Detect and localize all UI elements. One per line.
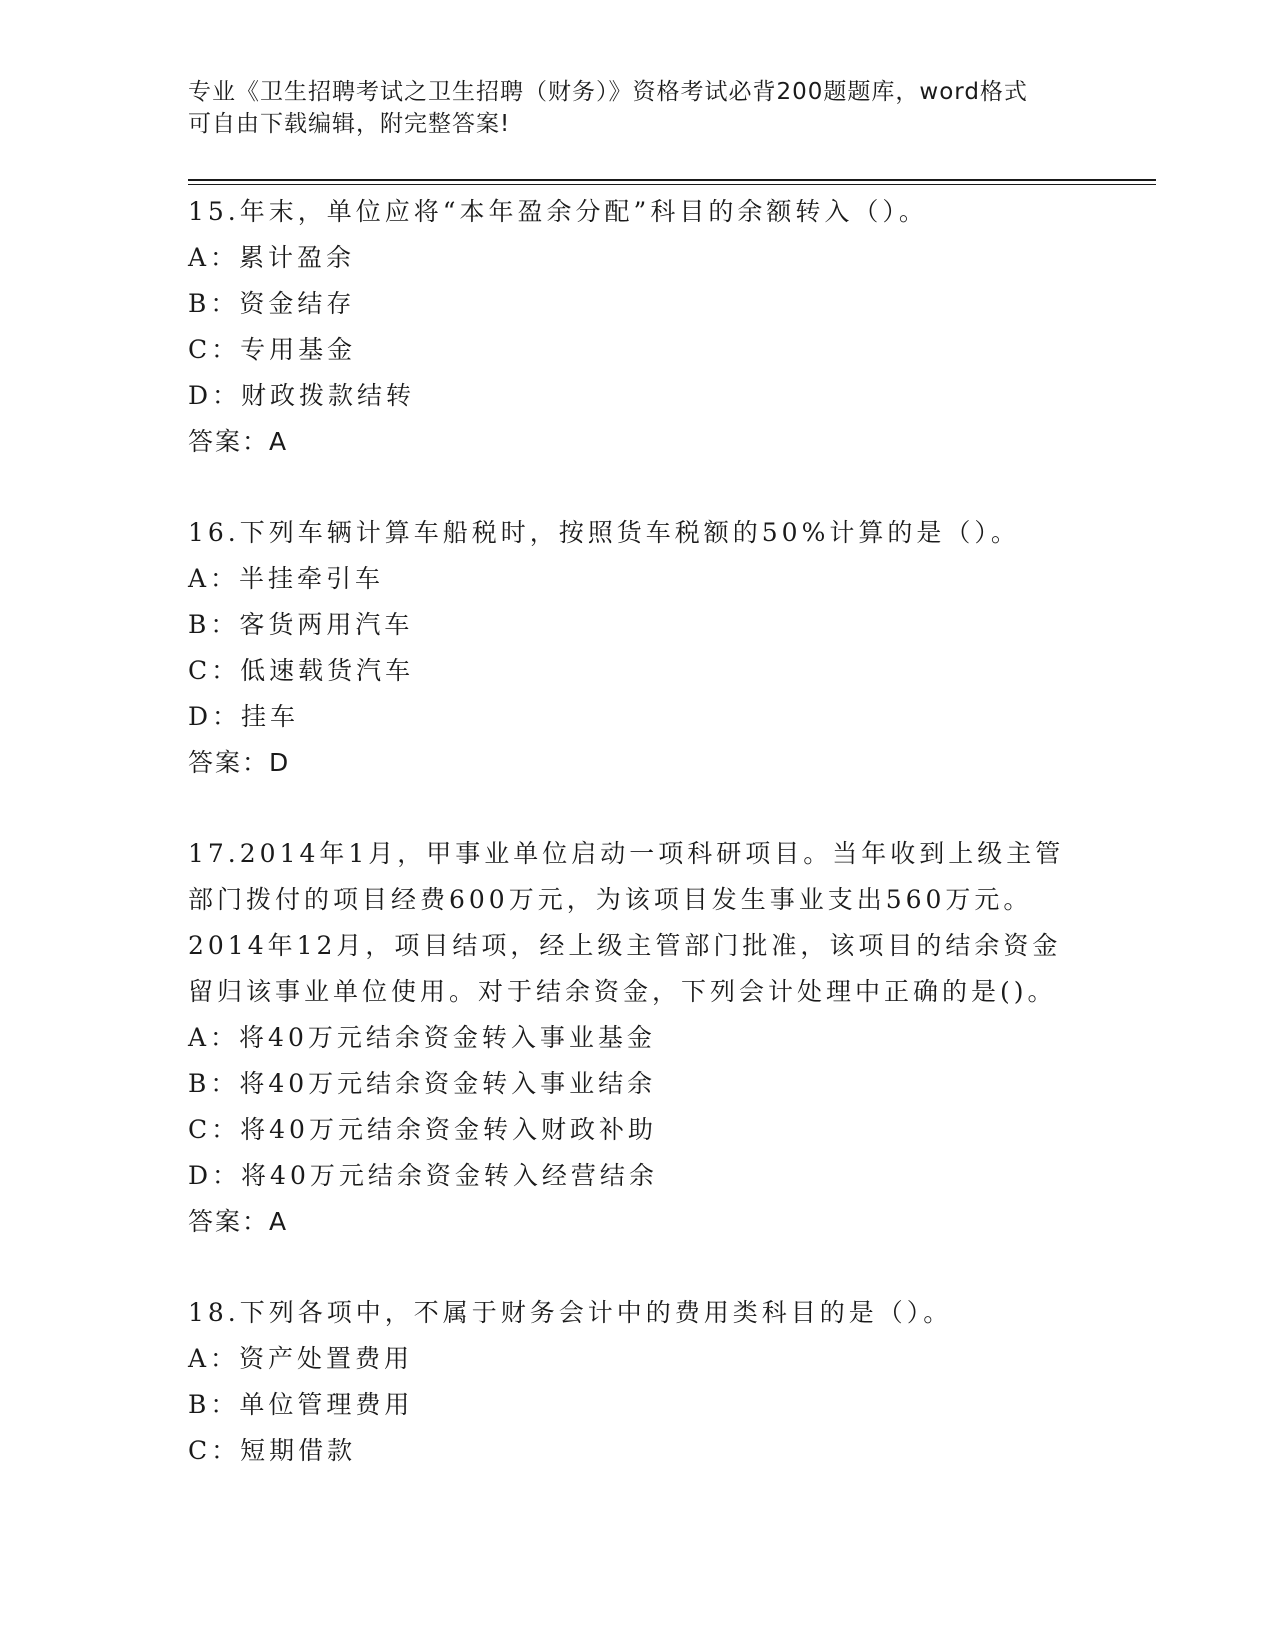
question-17 [188, 831, 1088, 1245]
option-b: B：单位管理费用 [188, 1390, 414, 1419]
option-a: A：半挂牵引车 [188, 564, 385, 593]
option-c: C：低速载货汽车 [188, 656, 415, 685]
header-line-2: 可自由下载编辑，附完整答案! [188, 111, 511, 137]
option-d: D：财政拨款结转 [188, 381, 416, 410]
question-18 [188, 1290, 1088, 1474]
option-a: A：将40万元结余资金转入事业基金 [188, 1023, 656, 1052]
option-b: B：将40万元结余资金转入事业结余 [188, 1069, 657, 1098]
document-header [188, 76, 1108, 140]
option-b: B：客货两用汽车 [188, 610, 414, 639]
question-stem: 16.下列车辆计算车船税时，按照货车税额的50%计算的是（）。 [188, 518, 1020, 547]
header-divider-thin [188, 184, 1156, 185]
question-list [188, 189, 1088, 1519]
option-a: A：累计盈余 [188, 243, 356, 272]
answer-line: 答案：A [188, 1207, 289, 1236]
option-d: D：挂车 [188, 702, 300, 731]
question-stem: 15.年末，单位应将“本年盈余分配”科目的余额转入（）。 [188, 197, 928, 226]
question-stem: 17.2014年1月，甲事业单位启动一项科研项目。当年收到上级主管部门拨付的项目经费600万元，为该项目发生事业支出560万元。2014年12月，项目结项，经上级主管部门批准，该项目的结余资金留归该事业单位使用。对于结余资金，下列会计处理中正确的是()。 [188, 839, 1065, 1006]
option-b: B：资金结存 [188, 289, 356, 318]
option-c: C：短期借款 [188, 1436, 357, 1465]
question-16 [188, 510, 1088, 786]
answer-line: 答案：D [188, 748, 291, 777]
option-a: A：资产处置费用 [188, 1344, 414, 1373]
option-c: C：将40万元结余资金转入财政补助 [188, 1115, 657, 1144]
header-divider-thick [188, 179, 1156, 181]
option-c: C：专用基金 [188, 335, 357, 364]
question-15 [188, 189, 1088, 465]
header-line-1: 专业《卫生招聘考试之卫生招聘（财务）》资格考试必背200题题库，word格式 [188, 79, 1028, 105]
option-d: D：将40万元结余资金转入经营结余 [188, 1161, 658, 1190]
question-stem: 18.下列各项中，不属于财务会计中的费用类科目的是（）。 [188, 1298, 953, 1327]
answer-line: 答案：A [188, 427, 289, 456]
